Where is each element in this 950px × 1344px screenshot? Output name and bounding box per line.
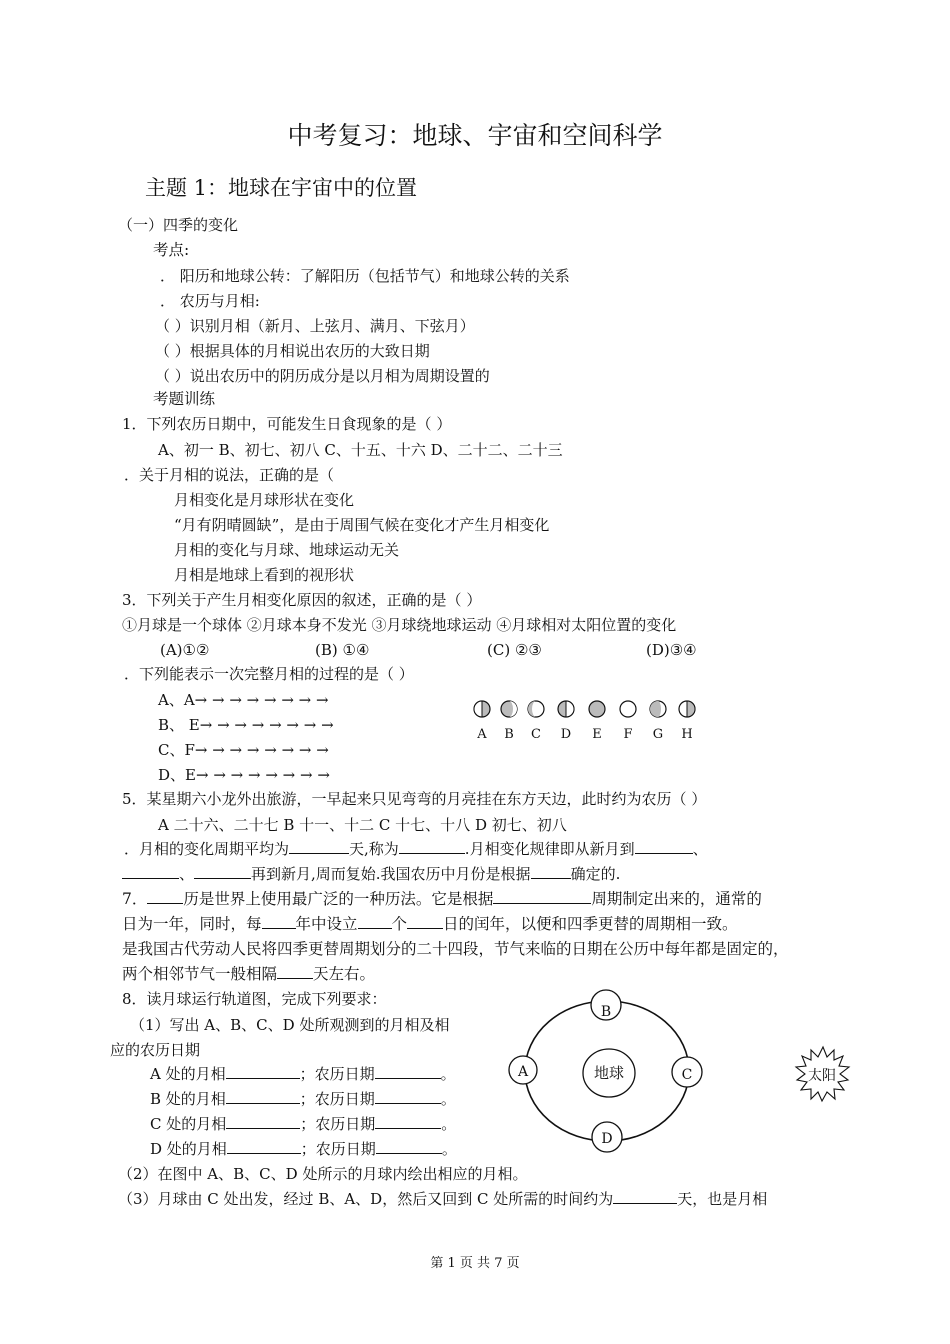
moon-g-icon bbox=[650, 701, 666, 717]
answer-blank[interactable] bbox=[262, 914, 296, 929]
moon-d-icon bbox=[558, 701, 574, 717]
moon-label: G bbox=[652, 727, 664, 742]
question-8: 8．读月球运行轨道图，完成下列要求： bbox=[122, 990, 387, 1008]
answer-blank[interactable] bbox=[147, 889, 183, 904]
moon-position-label: D bbox=[601, 1131, 613, 1147]
question-7-line-2: 日为一年，同时，每 年中设立 个 日的闰年，以便和四季更替的周期相一致。 bbox=[122, 915, 738, 933]
moon-label: E bbox=[592, 727, 602, 742]
question-2-option-d: 月相是地球上看到的视形状 bbox=[174, 566, 355, 584]
answer-blank[interactable] bbox=[358, 914, 392, 929]
question-6-line-2: 、 再到新月,周而复始.我国农历中月份是根据 确定的. bbox=[122, 864, 620, 884]
question-8-part-2: （2）在图中 A、B、C、D 处所示的月球内绘出相应的月相。 bbox=[118, 1165, 528, 1183]
question-1-options: A、初一 B、初七、初八 C、十五、十六 D、二十二、二十三 bbox=[158, 441, 563, 459]
question-4-option-b: B、 E→ → → → → → → → bbox=[158, 716, 334, 734]
question-8-part-1-line-1: （1）写出 A、B、C、D 处所观测到的月相及相 bbox=[130, 1016, 450, 1034]
answer-blank[interactable] bbox=[226, 1064, 300, 1079]
question-3-option-a: (A)①② bbox=[160, 641, 210, 659]
question-2-option-a: 月相变化是月球形状在变化 bbox=[174, 491, 355, 509]
answer-blank[interactable] bbox=[635, 839, 693, 854]
moon-label: H bbox=[681, 727, 693, 742]
question-4-option-a: A、A→ → → → → → → → bbox=[158, 691, 329, 709]
moon-label: A bbox=[477, 727, 487, 742]
question-1: 1．下列农历日期中，可能发生日食现象的是（ ） bbox=[122, 415, 452, 433]
moon-e-icon bbox=[589, 701, 605, 717]
kaodian-point-3: （ ）识别月相（新月、上弦月、满月、下弦月） bbox=[155, 317, 475, 335]
answer-blank[interactable] bbox=[407, 914, 443, 929]
question-4: ．下列能表示一次完整月相的过程的是（ ） bbox=[124, 665, 414, 683]
answer-blank[interactable] bbox=[194, 864, 251, 879]
page-title: 中考复习：地球、宇宙和空间科学 bbox=[287, 121, 663, 150]
question-8-row-d: D 处的月相 ；农历日期 。 bbox=[150, 1140, 457, 1158]
question-7-line-1: 7． 历是世界上使用最广泛的一种历法。它是根据 周期制定出来的，通常的 bbox=[122, 890, 762, 908]
question-8-row-b: B 处的月相 ；农历日期 。 bbox=[150, 1090, 456, 1108]
question-3-option-b: (B) ①④ bbox=[315, 641, 370, 659]
answer-blank[interactable] bbox=[375, 1089, 441, 1104]
question-3-items: ①月球是一个球体 ②月球本身不发光 ③月球绕地球运动 ④月球相对太阳位置的变化 bbox=[122, 616, 677, 634]
section-heading: （一）四季的变化 bbox=[118, 216, 239, 234]
answer-blank[interactable] bbox=[493, 889, 591, 904]
question-8-part-1-line-2: 应的农历日期 bbox=[110, 1041, 201, 1059]
page-footer: 第 1 页 共 7 页 bbox=[430, 1256, 520, 1271]
moon-label: B bbox=[504, 727, 514, 742]
moon-f-icon bbox=[620, 701, 636, 717]
answer-blank[interactable] bbox=[289, 839, 349, 854]
moon-label: D bbox=[560, 727, 572, 742]
answer-blank[interactable] bbox=[399, 839, 465, 854]
moon-position-label: B bbox=[600, 1004, 612, 1020]
kaodian-label: 考点: bbox=[153, 241, 190, 259]
moon-position-label: A bbox=[517, 1064, 529, 1080]
kaodian-point-4: （ ）根据具体的月相说出农历的大致日期 bbox=[155, 342, 430, 360]
moon-label: C bbox=[531, 727, 541, 742]
question-8-row-c: C 处的月相 ；农历日期 。 bbox=[150, 1115, 457, 1133]
question-4-option-c: C、F→ → → → → → → → bbox=[158, 741, 329, 759]
answer-blank[interactable] bbox=[376, 1139, 442, 1154]
earth-label: 地球 bbox=[593, 1064, 625, 1082]
moon-c-icon bbox=[528, 701, 544, 717]
answer-blank[interactable] bbox=[277, 964, 313, 979]
question-3-option-c: (C) ②③ bbox=[487, 641, 542, 659]
answer-blank[interactable] bbox=[227, 1139, 301, 1154]
sun-label: 太阳 bbox=[808, 1068, 836, 1084]
kaodian-point-2: ． 农历与月相: bbox=[160, 292, 260, 310]
question-4-option-d: D、E→ → → → → → → → bbox=[158, 766, 330, 784]
moon-h-icon bbox=[679, 701, 695, 717]
topic-heading: 主题 1：地球在宇宙中的位置 bbox=[145, 176, 418, 200]
training-label: 考题训练 bbox=[153, 390, 216, 408]
moon-position-label: C bbox=[681, 1067, 693, 1083]
question-2-option-b: “月有阴晴圆缺”，是由于周围气候在变化才产生月相变化 bbox=[174, 516, 550, 534]
answer-blank[interactable] bbox=[375, 1064, 441, 1079]
question-3: 3．下列关于产生月相变化原因的叙述，正确的是（ ） bbox=[122, 591, 482, 609]
moon-phase-figure bbox=[466, 694, 706, 746]
kaodian-point-5: （ ）说出农历中的阴历成分是以月相为周期设置的 bbox=[155, 367, 490, 385]
answer-blank[interactable] bbox=[531, 864, 571, 879]
answer-blank[interactable] bbox=[226, 1114, 300, 1129]
question-2: ．关于月相的说法，正确的是（ bbox=[124, 466, 335, 484]
answer-blank[interactable] bbox=[613, 1189, 677, 1204]
question-5: 5．某星期六小龙外出旅游，一早起来只见弯弯的月亮挂在东方天边，此时约为农历（ ） bbox=[122, 790, 707, 808]
question-8-row-a: A 处的月相 ；农历日期 。 bbox=[150, 1065, 456, 1083]
question-5-options: A 二十六、二十七 B 十一、十二 C 十七、十八 D 初七、初八 bbox=[158, 816, 567, 834]
moon-orbit-diagram bbox=[500, 985, 870, 1155]
answer-blank[interactable] bbox=[122, 864, 179, 879]
moon-b-icon bbox=[501, 701, 517, 717]
question-7-line-3: 是我国古代劳动人民将四季更替周期划分的二十四段，节气来临的日期在公历中每年都是固定的， bbox=[122, 940, 789, 958]
question-6-line-1: ．月相的变化周期平均为 天,称为 .月相变化规律即从新月到 、 bbox=[124, 840, 708, 858]
question-8-part-3: （3）月球由 C 处出发，经过 B、A、D，然后又回到 C 处所需的时间约为 天，也是月相 bbox=[118, 1190, 768, 1208]
answer-blank[interactable] bbox=[226, 1089, 300, 1104]
answer-blank[interactable] bbox=[375, 1114, 441, 1129]
question-7-line-4: 两个相邻节气一般相隔 天左右。 bbox=[122, 965, 376, 983]
kaodian-point-1: ． 阳历和地球公转：了解阳历（包括节气）和地球公转的关系 bbox=[160, 267, 570, 285]
moon-label: F bbox=[623, 727, 633, 742]
question-3-option-d: (D)③④ bbox=[646, 641, 697, 659]
moon-a-icon bbox=[474, 701, 490, 717]
question-2-option-c: 月相的变化与月球、地球运动无关 bbox=[174, 541, 400, 559]
